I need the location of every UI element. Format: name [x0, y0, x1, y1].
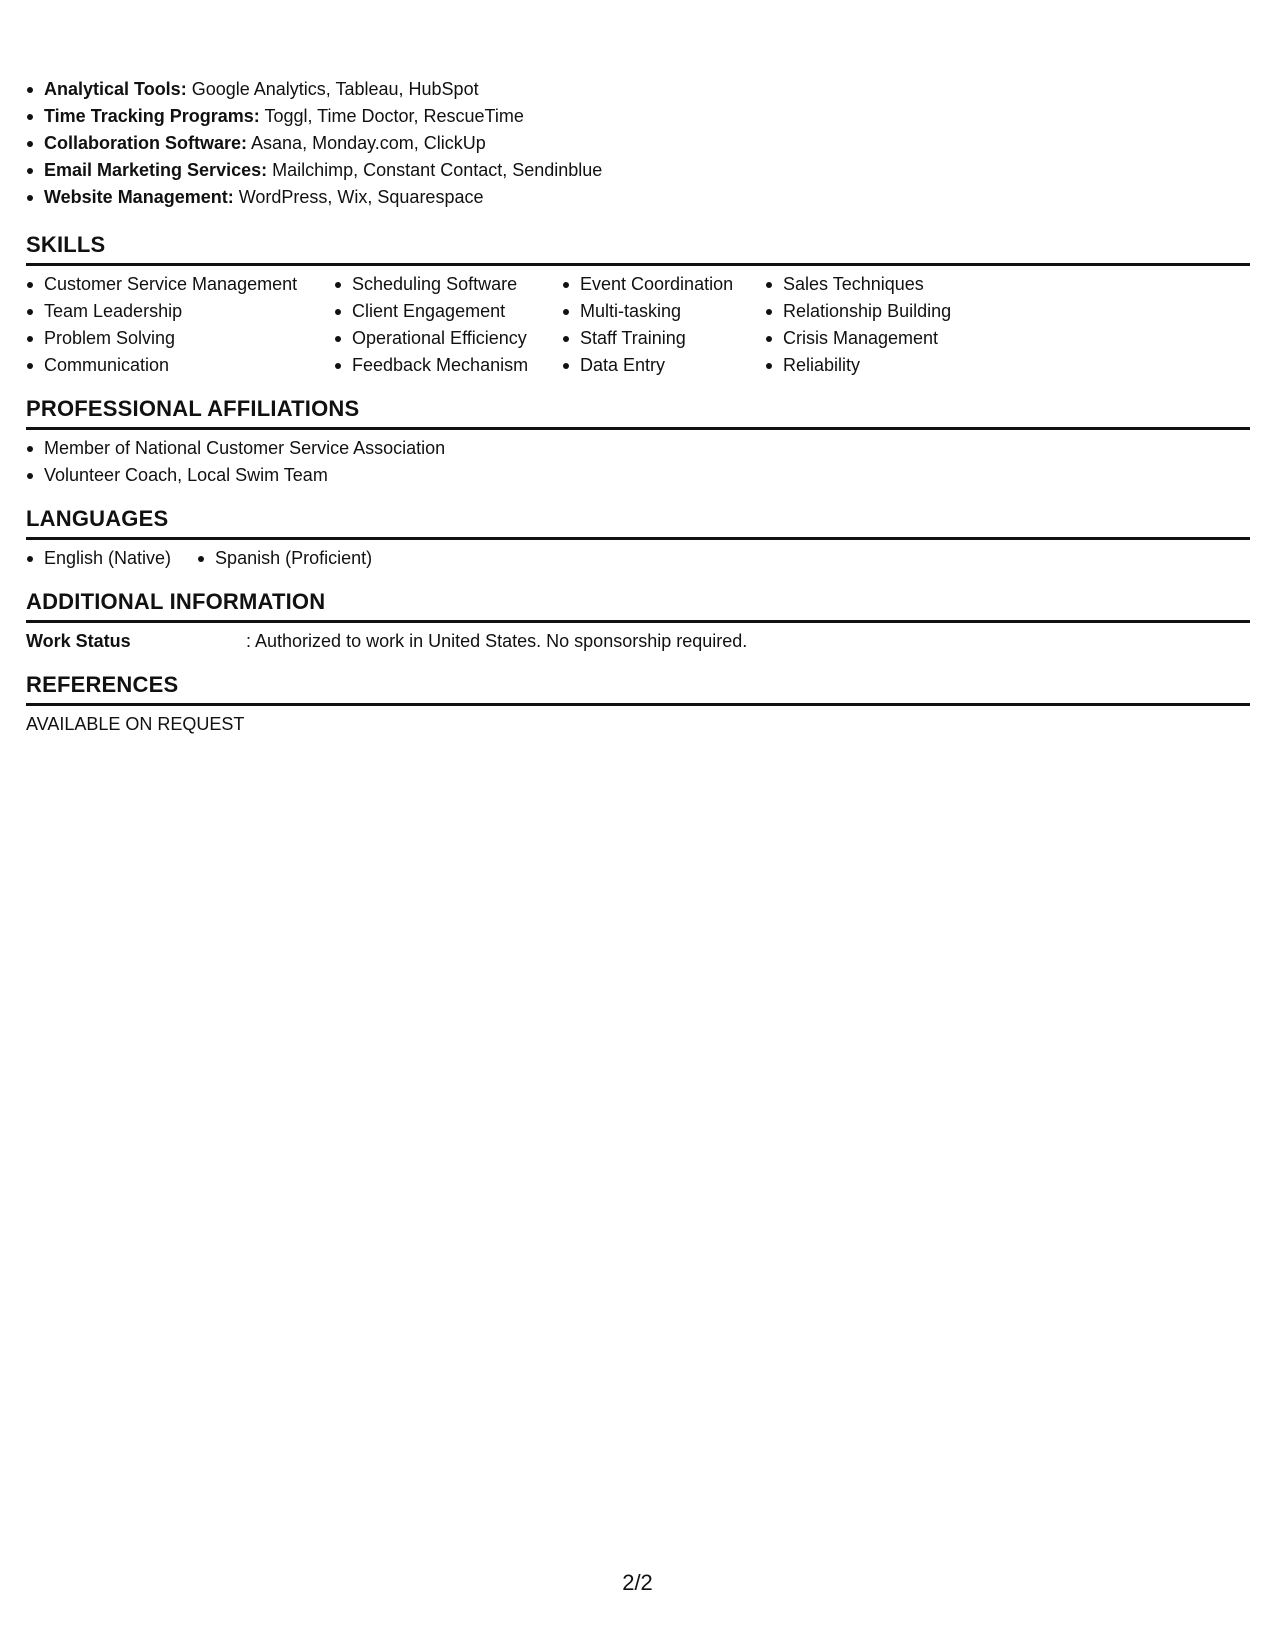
skill-item: Problem Solving	[26, 325, 334, 352]
skill-item: Event Coordination	[562, 271, 765, 298]
tool-label: Collaboration Software:	[44, 133, 248, 153]
affiliations-section	[26, 395, 1250, 489]
skills-column	[562, 271, 765, 379]
skills-grid	[26, 266, 1250, 379]
tool-value: Asana, Monday.com, ClickUp	[251, 133, 486, 153]
tool-label: Website Management:	[44, 187, 234, 207]
tool-label: Analytical Tools:	[44, 79, 187, 99]
tool-label: Time Tracking Programs:	[44, 106, 260, 126]
skill-item: Data Entry	[562, 352, 765, 379]
affiliations-list	[26, 430, 1250, 489]
references-text: AVAILABLE ON REQUEST	[26, 714, 245, 734]
skill-item: Feedback Mechanism	[334, 352, 562, 379]
resume-page	[26, 76, 1250, 754]
skill-item: Sales Techniques	[765, 271, 985, 298]
skills-column	[26, 271, 334, 379]
section-title-languages: LANGUAGES	[26, 505, 1250, 540]
skill-item: Customer Service Management	[26, 271, 334, 298]
tool-item	[26, 157, 1250, 184]
tool-value: Google Analytics, Tableau, HubSpot	[191, 79, 479, 99]
skill-item: Communication	[26, 352, 334, 379]
section-title-affiliations: PROFESSIONAL AFFILIATIONS	[26, 395, 1250, 430]
section-title-references: REFERENCES	[26, 671, 1250, 706]
affiliation-item: Member of National Customer Service Association	[26, 435, 1250, 462]
tool-item	[26, 103, 1250, 130]
skill-item: Operational Efficiency	[334, 325, 562, 352]
skill-item: Client Engagement	[334, 298, 562, 325]
tool-value: WordPress, Wix, Squarespace	[238, 187, 484, 207]
skill-item: Staff Training	[562, 325, 765, 352]
affiliation-item: Volunteer Coach, Local Swim Team	[26, 462, 1250, 489]
skill-item: Reliability	[765, 352, 985, 379]
language-item: English (Native)	[26, 545, 171, 572]
work-status-row	[26, 623, 1250, 655]
skill-item: Team Leadership	[26, 298, 334, 325]
page-number: 2/2	[622, 1570, 653, 1595]
skills-column	[334, 271, 562, 379]
references-section	[26, 671, 1250, 738]
skills-section	[26, 231, 1250, 379]
work-status-label: Work Status	[26, 631, 131, 651]
tool-item	[26, 130, 1250, 157]
skill-item: Relationship Building	[765, 298, 985, 325]
skill-item: Crisis Management	[765, 325, 985, 352]
section-title-additional-info: ADDITIONAL INFORMATION	[26, 588, 1250, 623]
tool-item	[26, 76, 1250, 103]
skill-item: Multi-tasking	[562, 298, 765, 325]
section-title-skills: SKILLS	[26, 231, 1250, 266]
tool-label: Email Marketing Services:	[44, 160, 268, 180]
tool-item	[26, 184, 1250, 211]
skills-column	[765, 271, 985, 379]
languages-list	[26, 540, 1250, 572]
work-status-value: : Authorized to work in United States. No sponsorship required.	[246, 631, 748, 651]
tool-value: Toggl, Time Doctor, RescueTime	[264, 106, 524, 126]
tools-list	[26, 76, 1250, 211]
tool-value: Mailchimp, Constant Contact, Sendinblue	[272, 160, 603, 180]
additional-info-section	[26, 588, 1250, 655]
languages-section	[26, 505, 1250, 572]
language-item: Spanish (Proficient)	[197, 545, 372, 572]
skill-item: Scheduling Software	[334, 271, 562, 298]
